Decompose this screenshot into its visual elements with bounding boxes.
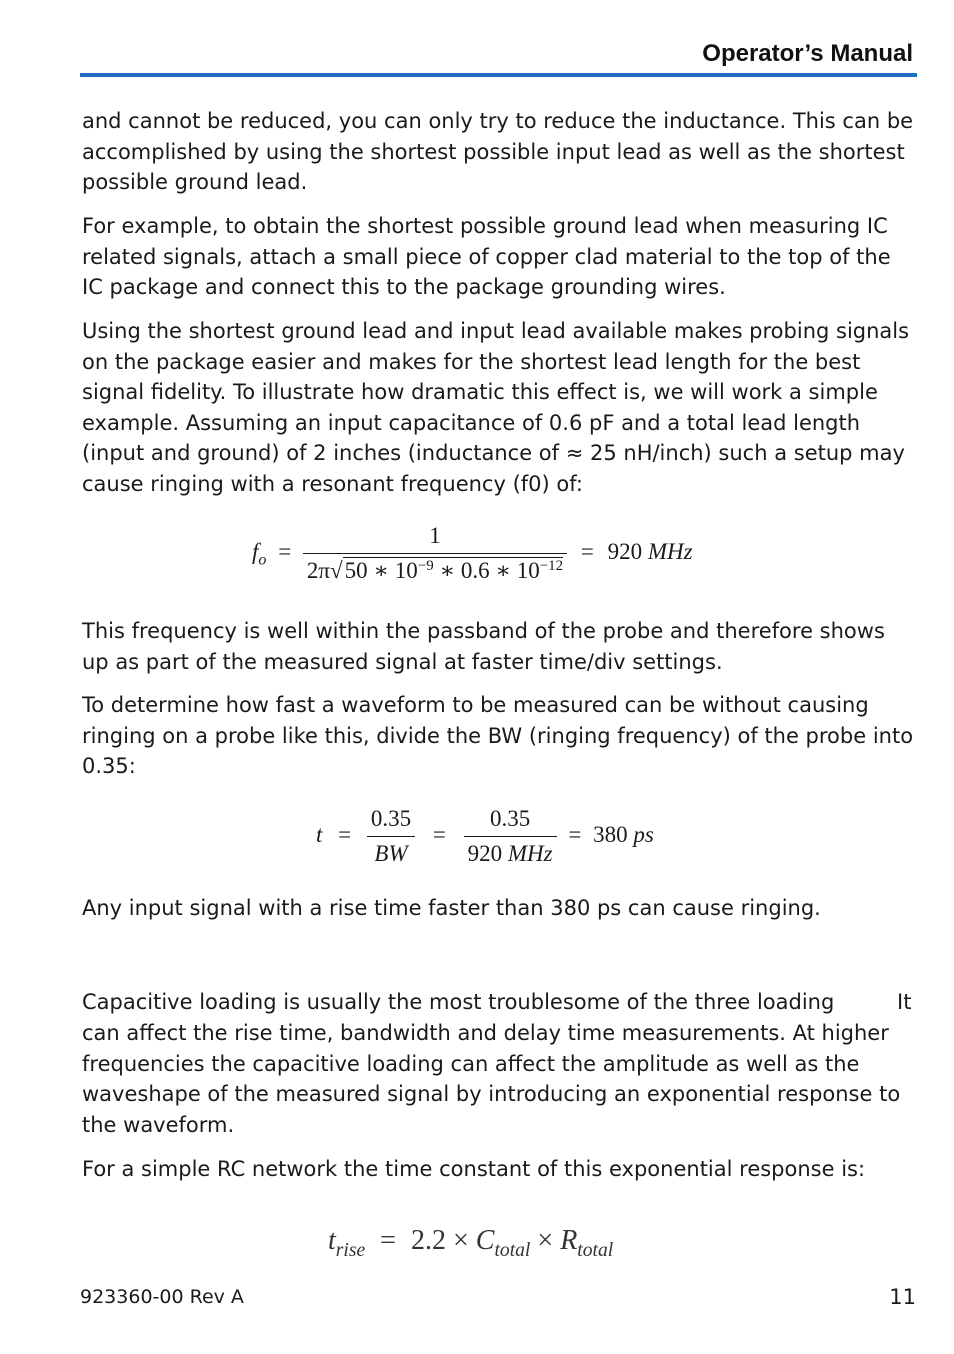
- eq2-lhs: t: [316, 821, 323, 847]
- eq2-equals-2: =: [432, 821, 446, 847]
- eq2-equals-3: =: [568, 821, 582, 847]
- eq1-result-unit: MHz: [647, 538, 693, 564]
- footer-doc-id: 923360-00 Rev A: [80, 1286, 244, 1308]
- eq3-lhs-sub: rise: [335, 1239, 366, 1261]
- eq3-coefficient: 2.2: [410, 1225, 446, 1256]
- paragraph-passband: This frequency is well within the passband of the probe and therefore shows up as part of the measured signal at faster time/div settings.: [82, 619, 885, 674]
- eq1-denominator: 2π√50 ∗ $10^{-9}$ ∗ 0.6 ∗ $10^{-12}$: [303, 553, 567, 584]
- eq3-capacitance: C: [475, 1225, 495, 1256]
- eq1-lhs: f: [252, 538, 259, 564]
- paragraph-rc-network: For a simple RC network the time constant of this exponential response is:: [82, 1157, 866, 1181]
- eq3-equals: =: [380, 1225, 396, 1256]
- eq3-resistance: R: [560, 1225, 578, 1256]
- eq2-fraction-2: $\frac{0.35}{\text{920 MHz}}$: [464, 806, 557, 867]
- paragraph-determine-speed: To determine how fast a waveform to be measured can be without causing ringing on a probe like this, divide the BW (ringing frequency) of the probe into 0.35:: [82, 693, 914, 778]
- eq1-equals: =: [278, 538, 292, 564]
- paragraph-capacitive-loading: can affect the rise time, bandwidth and delay time measurements. At higher frequencies the capacitive loading can affect the amplitude as well as the waveshape of the measured signal by introducing an exponential response to the waveform.: [82, 1021, 901, 1137]
- eq2-fraction-1: $\frac{0.35}{BW}$: [367, 806, 415, 867]
- paragraph-resonant-example: Using the shortest ground lead and input lead available makes probing signals on the package easier and makes for the shortest lead length for the best signal fidelity. To illustrate how dramatic this effect is, we will work a simple example. Assuming an input capacitance of 0.6 pF and a total lead length (input and ground) of 2 inches (inductance of ≈ 25 nH/inch) such a setup may cause ringing with a resonant frequency (f0) of:: [82, 319, 910, 496]
- paragraph-capacitive-loading-line1: Capacitive loading is usually the most troublesome of the three loading It: [82, 990, 912, 1014]
- eq3-times: ×: [452, 1225, 469, 1256]
- footer-page-number: 11: [889, 1285, 916, 1309]
- header-rule: [80, 73, 917, 77]
- eq2-equals: =: [338, 821, 352, 847]
- eq2-result-value: 380: [593, 821, 628, 847]
- equation-rise-time-limit: [316, 806, 654, 867]
- paragraph-inductance: and cannot be reduced, you can only try to reduce the inductance. This can be accomplished by using the shortest possible input lead as well as the shortest possible ground lead.: [82, 109, 914, 194]
- eq1-numerator: 1: [429, 523, 441, 548]
- equation-resonant-frequency: [252, 523, 693, 584]
- paragraph-ringing-summary: Any input signal with a rise time faster than 380 ps can cause ringing.: [82, 896, 821, 920]
- eq1-fraction: [303, 523, 567, 584]
- equation-rise-time-rc: $t_{rise} = 2.2 \times C_{total} \times R_{total}$: [328, 1225, 614, 1261]
- eq3-times-2: ×: [537, 1225, 554, 1256]
- eq1-result-value: 920: [607, 538, 643, 564]
- eq3-lhs: t: [328, 1225, 336, 1256]
- eq1-lhs-sub: o: [258, 551, 267, 569]
- header-title: Operator’s Manual: [702, 40, 913, 67]
- paragraph-ground-lead-example: For example, to obtain the shortest possible ground lead when measuring IC related signals, attach a small piece of copper clad material to the top of the IC package and connect this to the package grounding wires.: [82, 214, 891, 299]
- eq1-equals-2: =: [580, 538, 594, 564]
- eq2-result-unit: ps: [633, 821, 654, 847]
